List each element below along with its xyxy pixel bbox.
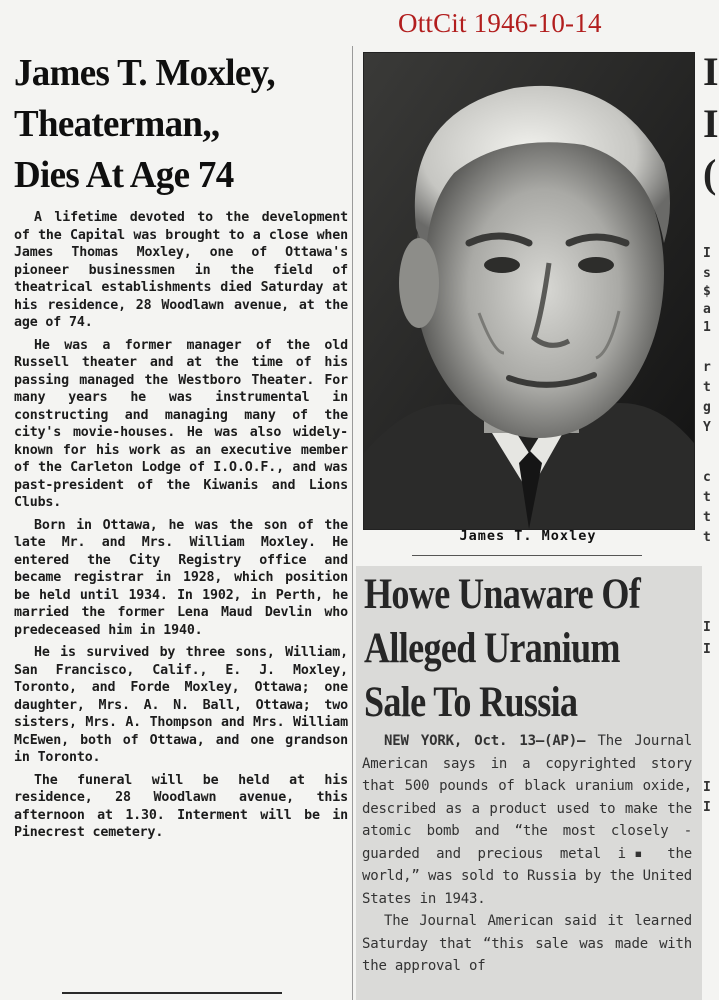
cropped-headline-fragment: ( xyxy=(703,151,717,196)
portrait-illustration xyxy=(364,53,694,529)
cropped-text-fragment: I xyxy=(703,780,711,795)
obituary-body xyxy=(14,209,348,842)
cropped-adjacent-column xyxy=(703,0,719,1000)
headline-line: James T. Moxley, xyxy=(14,52,275,94)
cropped-text-fragment: 1 xyxy=(703,320,711,335)
uranium-body xyxy=(362,730,692,978)
article-paragraph: The funeral will be held at his residence, 28 Woodlawn avenue, this afternoon at 1.30. Interment will be in Pinecrest cemetery. xyxy=(14,772,348,840)
obituary-article xyxy=(14,48,348,847)
article-paragraph: A lifetime devoted to the development of the Capital was brought to a close when James Thomas Moxley, one of Ottawa's pioneer businessmen in the field of theatrical establishments died Saturday at his residence, 28 Woodlawn avenue, at the age of 74. xyxy=(14,210,348,330)
cropped-text-fragment: t xyxy=(703,530,711,545)
column-divider xyxy=(352,46,353,1000)
cropped-text-fragment: r xyxy=(703,360,711,375)
cropped-text-fragment: a xyxy=(703,302,711,317)
headline-line: Sale To Russia xyxy=(364,679,578,726)
cropped-text-fragment: s xyxy=(703,266,711,281)
cropped-text-fragment: c xyxy=(703,470,711,485)
cropped-text-fragment: t xyxy=(703,510,711,525)
photo-caption: James T. Moxley xyxy=(459,528,597,544)
cropped-text-fragment: I xyxy=(703,642,711,657)
headline-line: Alleged Uranium xyxy=(364,625,620,672)
cropped-text-fragment: g xyxy=(703,400,711,415)
headline-line: Dies At Age 74 xyxy=(14,154,234,196)
cropped-text-fragment: I xyxy=(703,800,711,815)
article-paragraph: Born in Ottawa, he was the son of the late Mr. and Mrs. William Moxley. He entered the City Registry office and became registrar in 1928, which position be held until 1934. In 1902, in Perth, he married the former Lena Maud Devlin who predeceased him in 1940. xyxy=(14,517,348,638)
headline-line: Theaterman,, xyxy=(14,103,220,145)
source-date-stamp: OttCit 1946-10-14 xyxy=(398,8,602,38)
uranium-headline xyxy=(364,568,640,730)
cropped-headline-fragment: I xyxy=(703,101,719,146)
cropped-text-fragment: $ xyxy=(703,284,711,299)
cropped-headline-fragment: I xyxy=(703,49,719,94)
article-paragraph: He is survived by three sons, William, San Francisco, Calif., E. J. Moxley, Toronto, and Forde Moxley, Ottawa; one daughter, Mrs. A. N. Ball, Ottawa; two sisters, Mrs. A. Thompson and Mrs. William McEwen, both of Ottawa, and one grandson in Toronto. xyxy=(14,645,348,765)
paragraph-text: The Journal American says in a copyrighted story that 500 pounds of black uranium oxide, described as a product used to make the atomic bomb and “the most closely - guarded and precious metal i▪ the world,” was sold to Russia by the United States in 1943. xyxy=(362,733,692,907)
caption-rule xyxy=(412,555,642,556)
cropped-text-fragment: Y xyxy=(703,420,711,435)
cropped-text-fragment: I xyxy=(703,246,711,261)
dateline: NEW YORK, Oct. 13—(AP)— xyxy=(384,733,586,749)
article-end-rule xyxy=(62,992,282,994)
article-paragraph xyxy=(362,730,692,910)
portrait-photo xyxy=(363,52,695,530)
cropped-text-fragment: I xyxy=(703,620,711,635)
obituary-headline xyxy=(14,48,335,201)
article-paragraph: The Journal American said it learned Saturday that “this sale was made with the approval of xyxy=(362,913,692,974)
headline-line: Howe Unaware Of xyxy=(364,571,641,618)
cropped-text-fragment: t xyxy=(703,490,711,505)
article-paragraph: He was a former manager of the old Russell theater and at the time of his passing managed the Westboro Theater. For many years he was instrumental in constructing and managing many of the city's movie-houses. He was also widely-known for his work as an executive member of the Carleton Lodge of I.O.O.F., and was past-president of the Kiwanis and Lions Clubs. xyxy=(14,337,348,510)
uranium-article xyxy=(356,566,702,1000)
cropped-text-fragment: t xyxy=(703,380,711,395)
